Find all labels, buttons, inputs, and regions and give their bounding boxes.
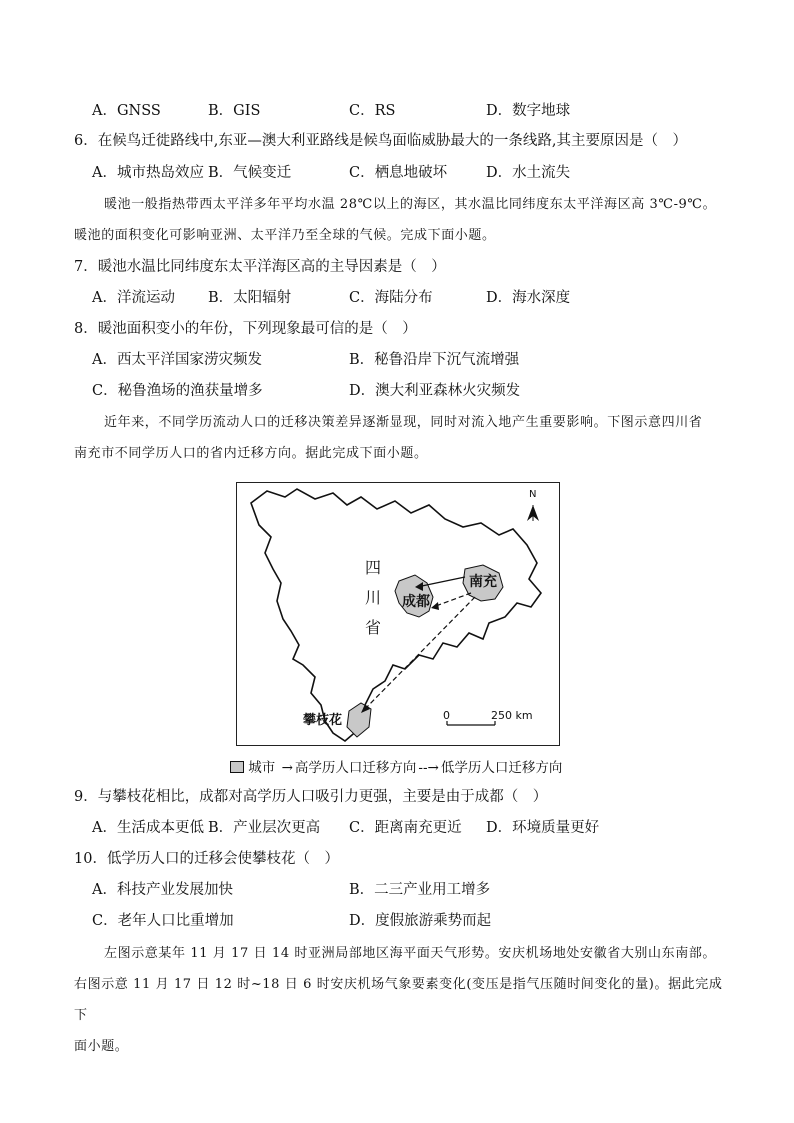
city-label-chengdu: 成都 (402, 594, 430, 610)
q5-option-d: D．数字地球 (486, 103, 571, 119)
q8-option-a: A．西太平洋国家涝灾频发 (92, 352, 262, 368)
q6-option-c: C．栖息地破坏 (349, 165, 448, 181)
q8-option-b: B．秘鲁沿岸下沉气流增强 (349, 352, 520, 368)
q5-option-b: B．GIS (208, 103, 261, 119)
q10-option-d: D．度假旅游乘势而起 (349, 913, 492, 929)
passage-warm-pool-line-2: 暖池的面积变化可影响亚洲、太平洋乃至全球的气候。完成下面小题。 (74, 228, 496, 243)
passage-weather-line-2: 右图示意 11 月 17 日 12 时~18 日 6 时安庆机场气象要素变化(变压是指气压随时间变化的量)。据此完成下 (74, 977, 723, 1023)
map-svg (237, 483, 559, 745)
question-7-stem: 7．暖池水温比同纬度东太平洋海区高的主导因素是（ ） (74, 259, 446, 275)
q7-option-d: D．海水深度 (486, 290, 571, 306)
passage-migration (74, 407, 724, 469)
passage-migration-line-1: 近年来，不同学历流动人口的迁移决策差异逐渐显现，同时对流入地产生重要影响。下图示意四川省 (104, 415, 703, 430)
question-10-stem: 10．低学历人口的迁移会使攀枝花（ ） (74, 851, 339, 867)
q10-option-a: A．科技产业发展加快 (92, 882, 233, 898)
question-6-stem: 6．在候鸟迁徙路线中,东亚—澳大利亚路线是候鸟面临威胁最大的一条线路,其主要原因是（ ） (74, 133, 687, 149)
legend-low-arrow: --→ (418, 760, 439, 776)
q5-option-c: C．RS (349, 103, 396, 119)
q7-option-a: A．洋流运动 (92, 290, 175, 306)
q8-option-c: C．秘鲁渔场的渔获量增多 (92, 383, 263, 399)
q6-option-d: D．水土流失 (486, 165, 571, 181)
passage-weather-line-1: 左图示意某年 11 月 17 日 14 时亚洲局部地区海平面天气形势。安庆机场地处安徽省大别山东南部。 (104, 946, 717, 961)
q10-option-c: C．老年人口比重增加 (92, 913, 234, 929)
q6-option-b: B．气候变迁 (208, 165, 292, 181)
city-label-nanchong: 南充 (469, 574, 497, 590)
legend-city: 城市 (248, 760, 276, 776)
legend-high-arrow: → (281, 760, 293, 776)
q8-option-d: D．澳大利亚森林火灾频发 (349, 383, 521, 399)
legend-low: 低学历人口迁移方向 (440, 760, 563, 776)
question-8-stem: 8．暖池面积变小的年份，下列现象最可信的是（ ） (74, 321, 417, 337)
passage-warm-pool (74, 189, 724, 251)
passage-migration-line-2: 南充市不同学历人口的省内迁移方向。据此完成下面小题。 (74, 446, 428, 461)
q5-option-a: A．GNSS (92, 103, 161, 119)
scale-zero-label: 0 (443, 709, 450, 722)
province-label-char-2: 川 (365, 588, 382, 607)
q9-option-c: C．距离南充更近 (349, 820, 462, 836)
legend-high: 高学历人口迁移方向 (294, 760, 417, 776)
q10-option-b: B．二三产业用工增多 (349, 882, 491, 898)
passage-weather-line-3: 面小题。 (74, 1039, 129, 1054)
sichuan-migration-map (236, 482, 560, 746)
city-legend-swatch (230, 761, 244, 773)
city-label-panzhihua: 攀枝花 (303, 713, 343, 728)
q9-option-b: B．产业层次更高 (208, 820, 321, 836)
province-label-char-1: 四 (365, 558, 382, 577)
map-legend (230, 758, 562, 778)
q9-option-a: A．生活成本更低 (92, 820, 204, 836)
q6-option-a: A．城市热岛效应 (92, 165, 204, 181)
question-9-stem: 9．与攀枝花相比，成都对高学历人口吸引力更强，主要是由于成都（ ） (74, 789, 548, 805)
sichuan-province-outline (251, 489, 541, 741)
passage-warm-pool-line-1: 暖池一般指热带西太平洋多年平均水温 28℃以上的海区，其水温比同纬度东太平洋海区高 3℃-9℃。 (104, 197, 717, 212)
province-label-char-3: 省 (365, 618, 382, 637)
passage-weather (74, 938, 724, 1062)
q7-option-c: C．海陆分布 (349, 290, 433, 306)
north-label: N (529, 489, 537, 500)
q9-option-d: D．环境质量更好 (486, 820, 600, 836)
q7-option-b: B．太阳辐射 (208, 290, 292, 306)
scale-value-label: 250 km (491, 709, 533, 722)
